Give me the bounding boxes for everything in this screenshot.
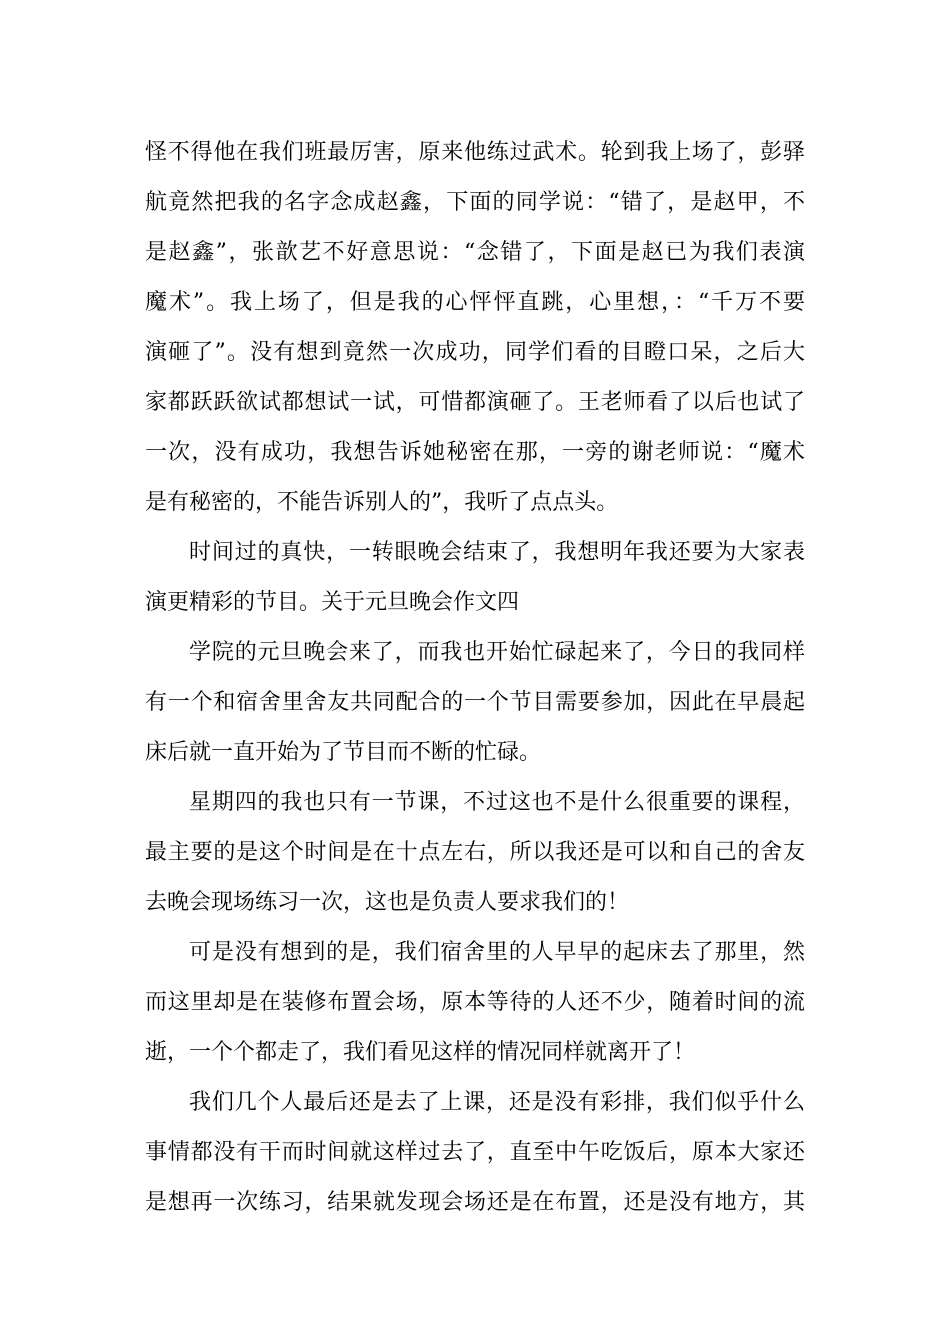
paragraph	[145, 528, 805, 628]
text-line: 床后就一直开始为了节目而不断的忙碌。	[145, 740, 542, 765]
text-line: 家都跃跃欲试都想试一试，可惜都演砸了。王老师看了以后也试了	[145, 390, 805, 415]
text-line: 逝，一个个都走了，我们看见这样的情况同样就离开了！	[145, 1040, 696, 1065]
text-line: 演砸了”。没有想到竟然一次成功，同学们看的目瞪口呆，之后大	[145, 340, 805, 365]
paragraph	[145, 778, 805, 928]
text-line: 事情都没有干而时间就这样过去了，直至中午吃饭后，原本大家还	[145, 1140, 805, 1165]
text-line: 去晚会现场练习一次，这也是负责人要求我们的！	[145, 890, 630, 915]
text-line: 我们几个人最后还是去了上课，还是没有彩排，我们似乎什么	[189, 1090, 805, 1115]
paragraph	[145, 128, 805, 528]
text-line: 一次，没有成功，我想告诉她秘密在那，一旁的谢老师说：“魔术	[145, 440, 805, 465]
paragraph	[145, 628, 805, 778]
text-line: 时间过的真快，一转眼晚会结束了，我想明年我还要为大家表	[189, 540, 805, 565]
text-line: 可是没有想到的是，我们宿舍里的人早早的起床去了那里，然	[189, 940, 805, 965]
text-line: 而这里却是在装修布置会场，原本等待的人还不少，随着时间的流	[145, 990, 805, 1015]
paragraph	[145, 1078, 805, 1228]
text-line: 最主要的是这个时间是在十点左右，所以我还是可以和自己的舍友	[145, 840, 805, 865]
document-body	[145, 128, 805, 1228]
text-line: 是有秘密的，不能告诉别人的”，我听了点点头。	[145, 490, 619, 515]
paragraph	[145, 928, 805, 1078]
text-line: 星期四的我也只有一节课，不过这也不是什么很重要的课程，	[189, 790, 805, 815]
text-line: 学院的元旦晚会来了，而我也开始忙碌起来了，今日的我同样	[189, 640, 805, 665]
text-line: 是想再一次练习，结果就发现会场还是在布置，还是没有地方，其	[145, 1190, 805, 1215]
text-line: 航竟然把我的名字念成赵鑫，下面的同学说：“错了，是赵甲，不	[145, 190, 805, 215]
text-line: 是赵鑫”，张歆艺不好意思说：“念错了，下面是赵已为我们表演	[145, 240, 805, 265]
text-line: 魔术”。我上场了，但是我的心怦怦直跳，心里想，：“千万不要	[145, 290, 805, 315]
text-line: 演更精彩的节目。关于元旦晚会作文四	[145, 590, 520, 615]
text-line: 有一个和宿舍里舍友共同配合的一个节目需要参加，因此在早晨起	[145, 690, 805, 715]
text-line: 怪不得他在我们班最厉害，原来他练过武术。轮到我上场了，彭驿	[145, 140, 805, 165]
